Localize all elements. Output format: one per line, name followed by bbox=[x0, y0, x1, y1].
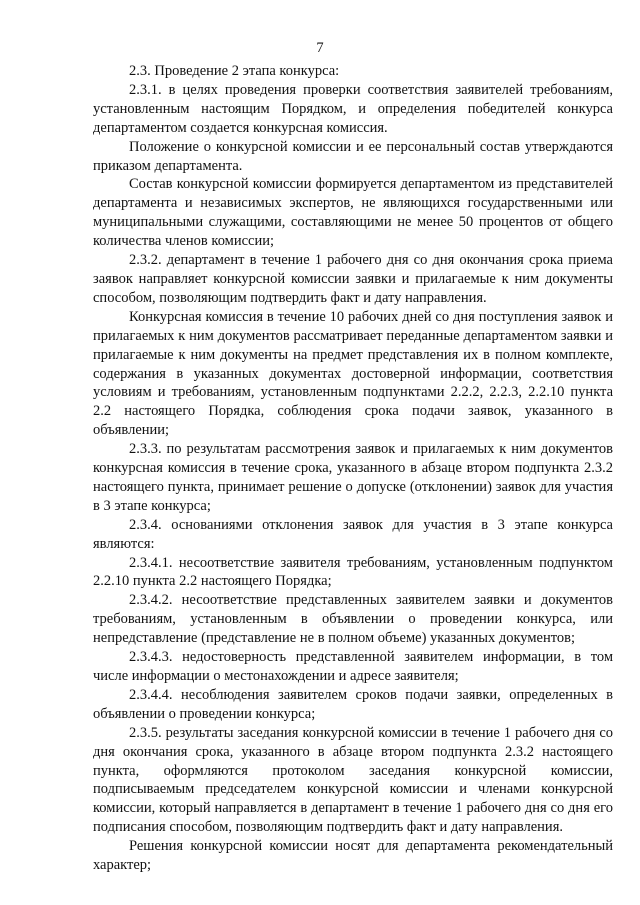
paragraph-2-3-2: 2.3.2. департамент в течение 1 рабочего дня со дня окончания срока приема заявок направляет конкурсной комиссии заявки и прилагаемые к ним документы способом, позволяющим подтвердить факт и дату направления. bbox=[93, 252, 613, 306]
document-body bbox=[93, 62, 613, 875]
paragraph-2-3-3: 2.3.3. по результатам рассмотрения заявок и прилагаемых к ним документов конкурсная комиссия в течение срока, указанного в абзаце втором подпункта 2.3.2 настоящего пункта, принимает решение о допуске (отклонении) заявок для участия в 3 этапе конкурса; bbox=[93, 441, 613, 514]
paragraph-decisions-advisory: Решения конкурсной комиссии носят для департамента рекомендательный характер; bbox=[93, 838, 613, 874]
paragraph-2-3-4-1: 2.3.4.1. несоответствие заявителя требованиям, установленным подпунктом 2.2.10 пункта 2.2 настоящего Порядка; bbox=[93, 554, 613, 590]
paragraph-2-3-4-4: 2.3.4.4. несоблюдения заявителем сроков подачи заявки, определенных в объявлении о проведении конкурса; bbox=[93, 686, 613, 722]
paragraph-commission-composition: Состав конкурсной комиссии формируется департаментом из представителей департамента и независимых экспертов, не являющихся государственными или муниципальными служащими, составляющими не менее 50 процентов от общего количества членов комиссии; bbox=[93, 176, 613, 250]
paragraph-2-3-4-2: 2.3.4.2. несоответствие представленных заявителем заявки и документов требованиям, установленным в объявлении о проведении конкурса, или непредставление (представление не в полном объеме) указанных документов; bbox=[93, 592, 613, 647]
paragraph-commission-review: Конкурсная комиссия в течение 10 рабочих дней со дня поступления заявок и прилагаемых к ним документов рассматривает переданные департаментом заявки и прилагаемые к ним документы на предмет представления их в полном комплекте, содержания в указанных документах достоверной информации, соответствия условиям и требованиям, установленным подпунктами 2.2.2, 2.2.3, 2.2.10 пункта 2.2 настоящего Порядка, соблюдения срока подачи заявок, указанного в объявлении; bbox=[93, 308, 613, 439]
page-number: 7 bbox=[316, 40, 324, 56]
paragraph-2-3-5: 2.3.5. результаты заседания конкурсной комиссии в течение 1 рабочего дня со дня окончания срока, указанного в абзаце втором подпункта 2.3.2 настоящего пункта, оформляются протоколом заседания конкурсной комиссии, подписываемым председателем конкурсной комиссии и членами конкурсной комиссии, который направляется в департамент в течение 1 рабочего дня со дня его подписания способом, позволяющим подтвердить факт и дату направления. bbox=[93, 724, 613, 836]
paragraph-2-3-1: 2.3.1. в целях проведения проверки соответствия заявителей требованиям, установленным настоящим Порядком, и определения победителей конкурса департаментом создается конкурсная комиссия. bbox=[93, 81, 613, 136]
paragraph-commission-regulation: Положение о конкурсной комиссии и ее персональный состав утверждаются приказом департамента. bbox=[93, 138, 613, 174]
paragraph-2-3-4-3: 2.3.4.3. недостоверность представленной заявителем информации, в том числе информации о местонахождении и адресе заявителя; bbox=[93, 649, 613, 684]
paragraph-2-3-heading: 2.3. Проведение 2 этапа конкурса: bbox=[129, 63, 340, 79]
paragraph-2-3-4: 2.3.4. основаниями отклонения заявок для участия в 3 этапе конкурса являются: bbox=[93, 516, 613, 552]
